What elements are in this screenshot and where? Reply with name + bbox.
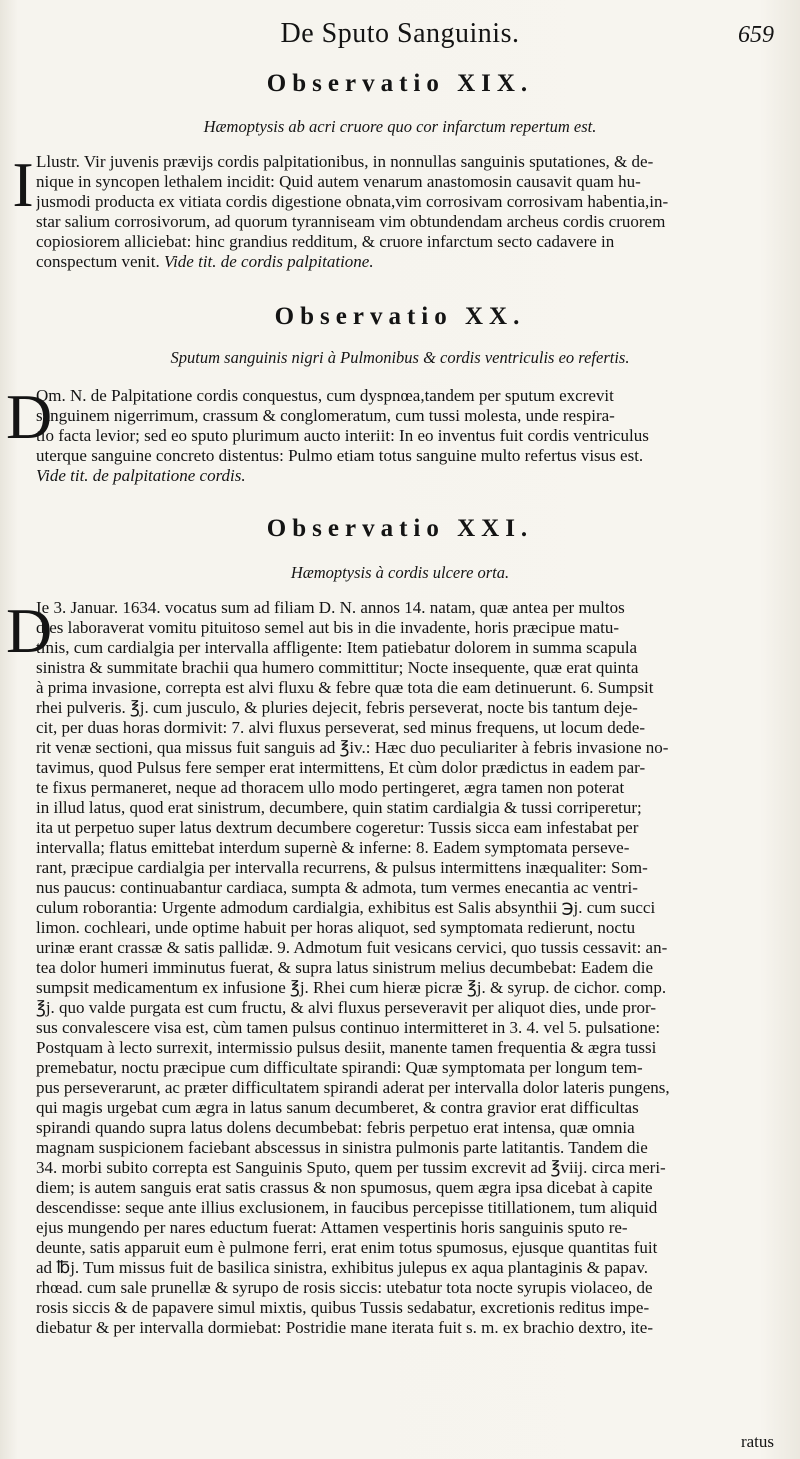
text-line: ℥j. quo valde purgata est cum fructu, & alvi fluxus perseveravit per aliquot dies, unde pror- xyxy=(36,998,657,1017)
text-line: tio facta levior; sed eo sputo plurimum aucto interiit: In eo inventus fuit cordis ventriculus xyxy=(36,426,649,445)
text-line: sus convalescere visa est, cùm tamen pulsus continuo intermitteret in 3. 4. vel 5. pulsatione: xyxy=(36,1018,661,1037)
text-line: sumpsit medicamentum ex infusione ℥j. Rhei cum hieræ picræ ℥j. & syrup. de cichor. comp. xyxy=(36,978,667,997)
text-line: in illud latus, quod erat sinistrum, decumbere, quin statim cardialgia & tussi corriperetur; xyxy=(36,798,642,817)
drop-capital: I xyxy=(12,149,34,220)
text-line-end: conspectum venit. xyxy=(36,252,160,271)
drop-capital: D xyxy=(6,381,53,452)
text-line: Ie 3. Januar. 1634. vocatus sum ad filiam D. N. annos 14. natam, quæ antea per multos xyxy=(36,598,625,617)
text-line: sinistra & summitate brachii qua humero committitur; Nocte insequente, quæ erat quinta xyxy=(36,658,639,677)
text-line: qui magis urgebat cum ægra in latus sanum decumberet, & contra gravior erat difficultas xyxy=(36,1098,639,1117)
text-line: descendisse: seque ante illius exclusionem, in faucibus percepisse titillationem, tum aliquid xyxy=(36,1198,658,1217)
text-line: cit, per duas horas dormivit: 7. alvi fluxus perseverat, sed minus frequens, ut locum dede- xyxy=(36,718,646,737)
observation-subtitle: Sputum sanguinis nigri à Pulmonibus & cordis ventriculis eo refertis. xyxy=(170,348,630,367)
catchword: ratus xyxy=(740,1432,774,1451)
observation-heading: Observatio XXI. xyxy=(266,515,534,542)
text-line: jusmodi producta ex vitiata cordis digestione obnata,vim corrosivam corrosivam habentia,in- xyxy=(36,192,669,211)
cross-reference: Vide tit. de palpitatione cordis. xyxy=(36,466,246,485)
text-line: nus paucus: continuabantur cardiaca, sumpta & admota, tum vermes enecantia ac ventri- xyxy=(36,878,638,897)
text-line: uterque sanguine concreto distentus: Pulmo etiam totus sanguine multo refertus visus est. xyxy=(36,446,644,465)
text-line: diem; is autem sanguis erat satis crassus & non spumosus, quem ægra ipsa dicebat à capite xyxy=(36,1178,653,1197)
text-line: culum roborantia: Urgente admodum cardialgia, exhibitus est Salis absynthii ℈j. cum succi xyxy=(36,898,656,917)
text-line: spirandi quando supra latus dolens decumbebat: febris perpetuo erat intensa, quæ omnia xyxy=(36,1118,635,1137)
text-line: dies laboraverat vomitu pituitoso semel aut bis in die invadente, horis præcipue matu- xyxy=(36,618,620,637)
text-line: Om. N. de Palpitatione cordis conquestus, cum dyspnœa,tandem per sputum excrevit xyxy=(36,386,614,405)
text-line: ad ℔j. Tum missus fuit de basilica sinistra, exhibitus julepus ex aqua plantaginis & papav. xyxy=(36,1258,648,1277)
text-line: copiosiorem alliciebat: hinc grandius redditum, & cruore infarctum secto cadavere in xyxy=(36,232,615,251)
text-line: sanguinem nigerrimum, crassum & conglomeratum, cum tussi molesta, unde respira- xyxy=(36,406,615,425)
observation-body xyxy=(6,381,768,486)
observation-body xyxy=(12,149,768,272)
running-title: De Sputo Sanguinis. xyxy=(280,18,520,49)
text-line: tavimus, quod Pulsus fere semper erat intermittens, Et cùm dolor prædictus in eadem par- xyxy=(36,758,646,777)
text-line: tinis, cum cardialgia per intervalla affligente: Item patiebatur dolorem in summa scapula xyxy=(36,638,638,657)
page-number: 659 xyxy=(738,22,774,48)
cross-reference: Vide tit. de cordis palpitatione. xyxy=(163,252,374,271)
observation-subtitle: Hæmoptysis à cordis ulcere orta. xyxy=(290,563,510,582)
drop-capital: D xyxy=(6,595,53,666)
text-line: nique in syncopen lethalem incidit: Quid autem venarum anastomosin causavit quam hu- xyxy=(36,172,641,191)
text-line: premebatur, noctu præcipue cum difficultate spirandi: Quæ symptomata per longum tem- xyxy=(36,1058,643,1077)
text-line: limon. cochleari, unde optime habuit per horas aliquot, sed symptomata redierunt, noctu xyxy=(36,918,636,937)
text-line: Llustr. Vir juvenis prævijs cordis palpitationibus, in nonnullas sanguinis sputationes, & de- xyxy=(36,152,654,171)
text-line: magnam suspicionem faciebant abscessus in sinistra pulmonis parte latitantis. Tandem die xyxy=(36,1138,648,1157)
text-line: rosis siccis & de papavere simul mixtis, quibus Tussis sedabatur, excretionis reditus impe- xyxy=(36,1298,650,1317)
text-line xyxy=(36,252,768,272)
text-line: à prima invasione, correpta est alvi fluxu & febre quæ tota die eam detinuerunt. 6. Sumpsit xyxy=(36,678,654,697)
text-line: 34. morbi subito correpta est Sanguinis Sputo, quem per tussim excrevit ad ℥viij. circa meri- xyxy=(36,1158,666,1177)
text-line: rit venæ sectioni, qua missus fuit sanguis ad ℥iv.: Hæc duo peculiariter à febris invasione no- xyxy=(36,738,669,757)
observation-subtitle: Hæmoptysis ab acri cruore quo cor infarctum repertum est. xyxy=(203,117,597,136)
observation-heading: Observatio XIX. xyxy=(266,70,534,97)
text-line: ejus mungendo per nares eductum fuerat: Attamen vespertinis horis sanguinis sputo re- xyxy=(36,1218,628,1237)
text-line: rhei pulveris. ℥j. cum jusculo, & pluries dejecit, febris perseverat, nocte bis tantum deje- xyxy=(36,698,638,717)
text-line: ita ut perpetuo super latus dextrum decumbere cogeretur: Tussis sicca eam infestabat per xyxy=(36,818,639,837)
observation-body xyxy=(6,595,768,1338)
text-line: intervalla; flatus emittebat interdum supernè & inferne: 8. Eadem symptomata perseve- xyxy=(36,838,630,857)
text-line: rhœad. cum sale prunellæ & syrupo de rosis siccis: utebatur tota nocte syrupis violaceo, de xyxy=(36,1278,653,1297)
text-line: rant, præcipue cardialgia per intervalla recurrens, & pulsus intermittens inæqualiter: Som- xyxy=(36,858,648,877)
text-line: deunte, satis apparuit eum è pulmone ferri, erat enim totus spumosus, ejusque quantitas fuit xyxy=(36,1238,658,1257)
text-line: Postquam à lecto surrexit, intermissio pulsus desiit, manente tamen frequentia & ægra tussi xyxy=(36,1038,657,1057)
text-line: urinæ erant crassæ & satis pallidæ. 9. Admotum fuit vesicans cervici, quo tussis cessavit: an- xyxy=(36,938,668,957)
text-line: te fixus permaneret, neque ad thoracem ullo modo pertingeret, ægra tamen non poterat xyxy=(36,778,625,797)
text-line: pus perseverarunt, ac præter difficultatem spirandi aderat per intervalla dolor lateris pungens, xyxy=(36,1078,670,1097)
text-line: diebatur & per intervalla dormiebat: Postridie mane iterata fuit s. m. ex brachio dextro, ite- xyxy=(36,1318,653,1337)
text-line: tea dolor humeri imminutus fuerat, & supra latus sinistrum melius decumbebat: Eadem die xyxy=(36,958,654,977)
observation-heading: Observatio XX. xyxy=(274,303,526,330)
text-line: star salium corrosivorum, ad quorum tyranniseam vim obtundendam archeus cordis cruorem xyxy=(36,212,666,231)
running-head xyxy=(0,18,800,52)
